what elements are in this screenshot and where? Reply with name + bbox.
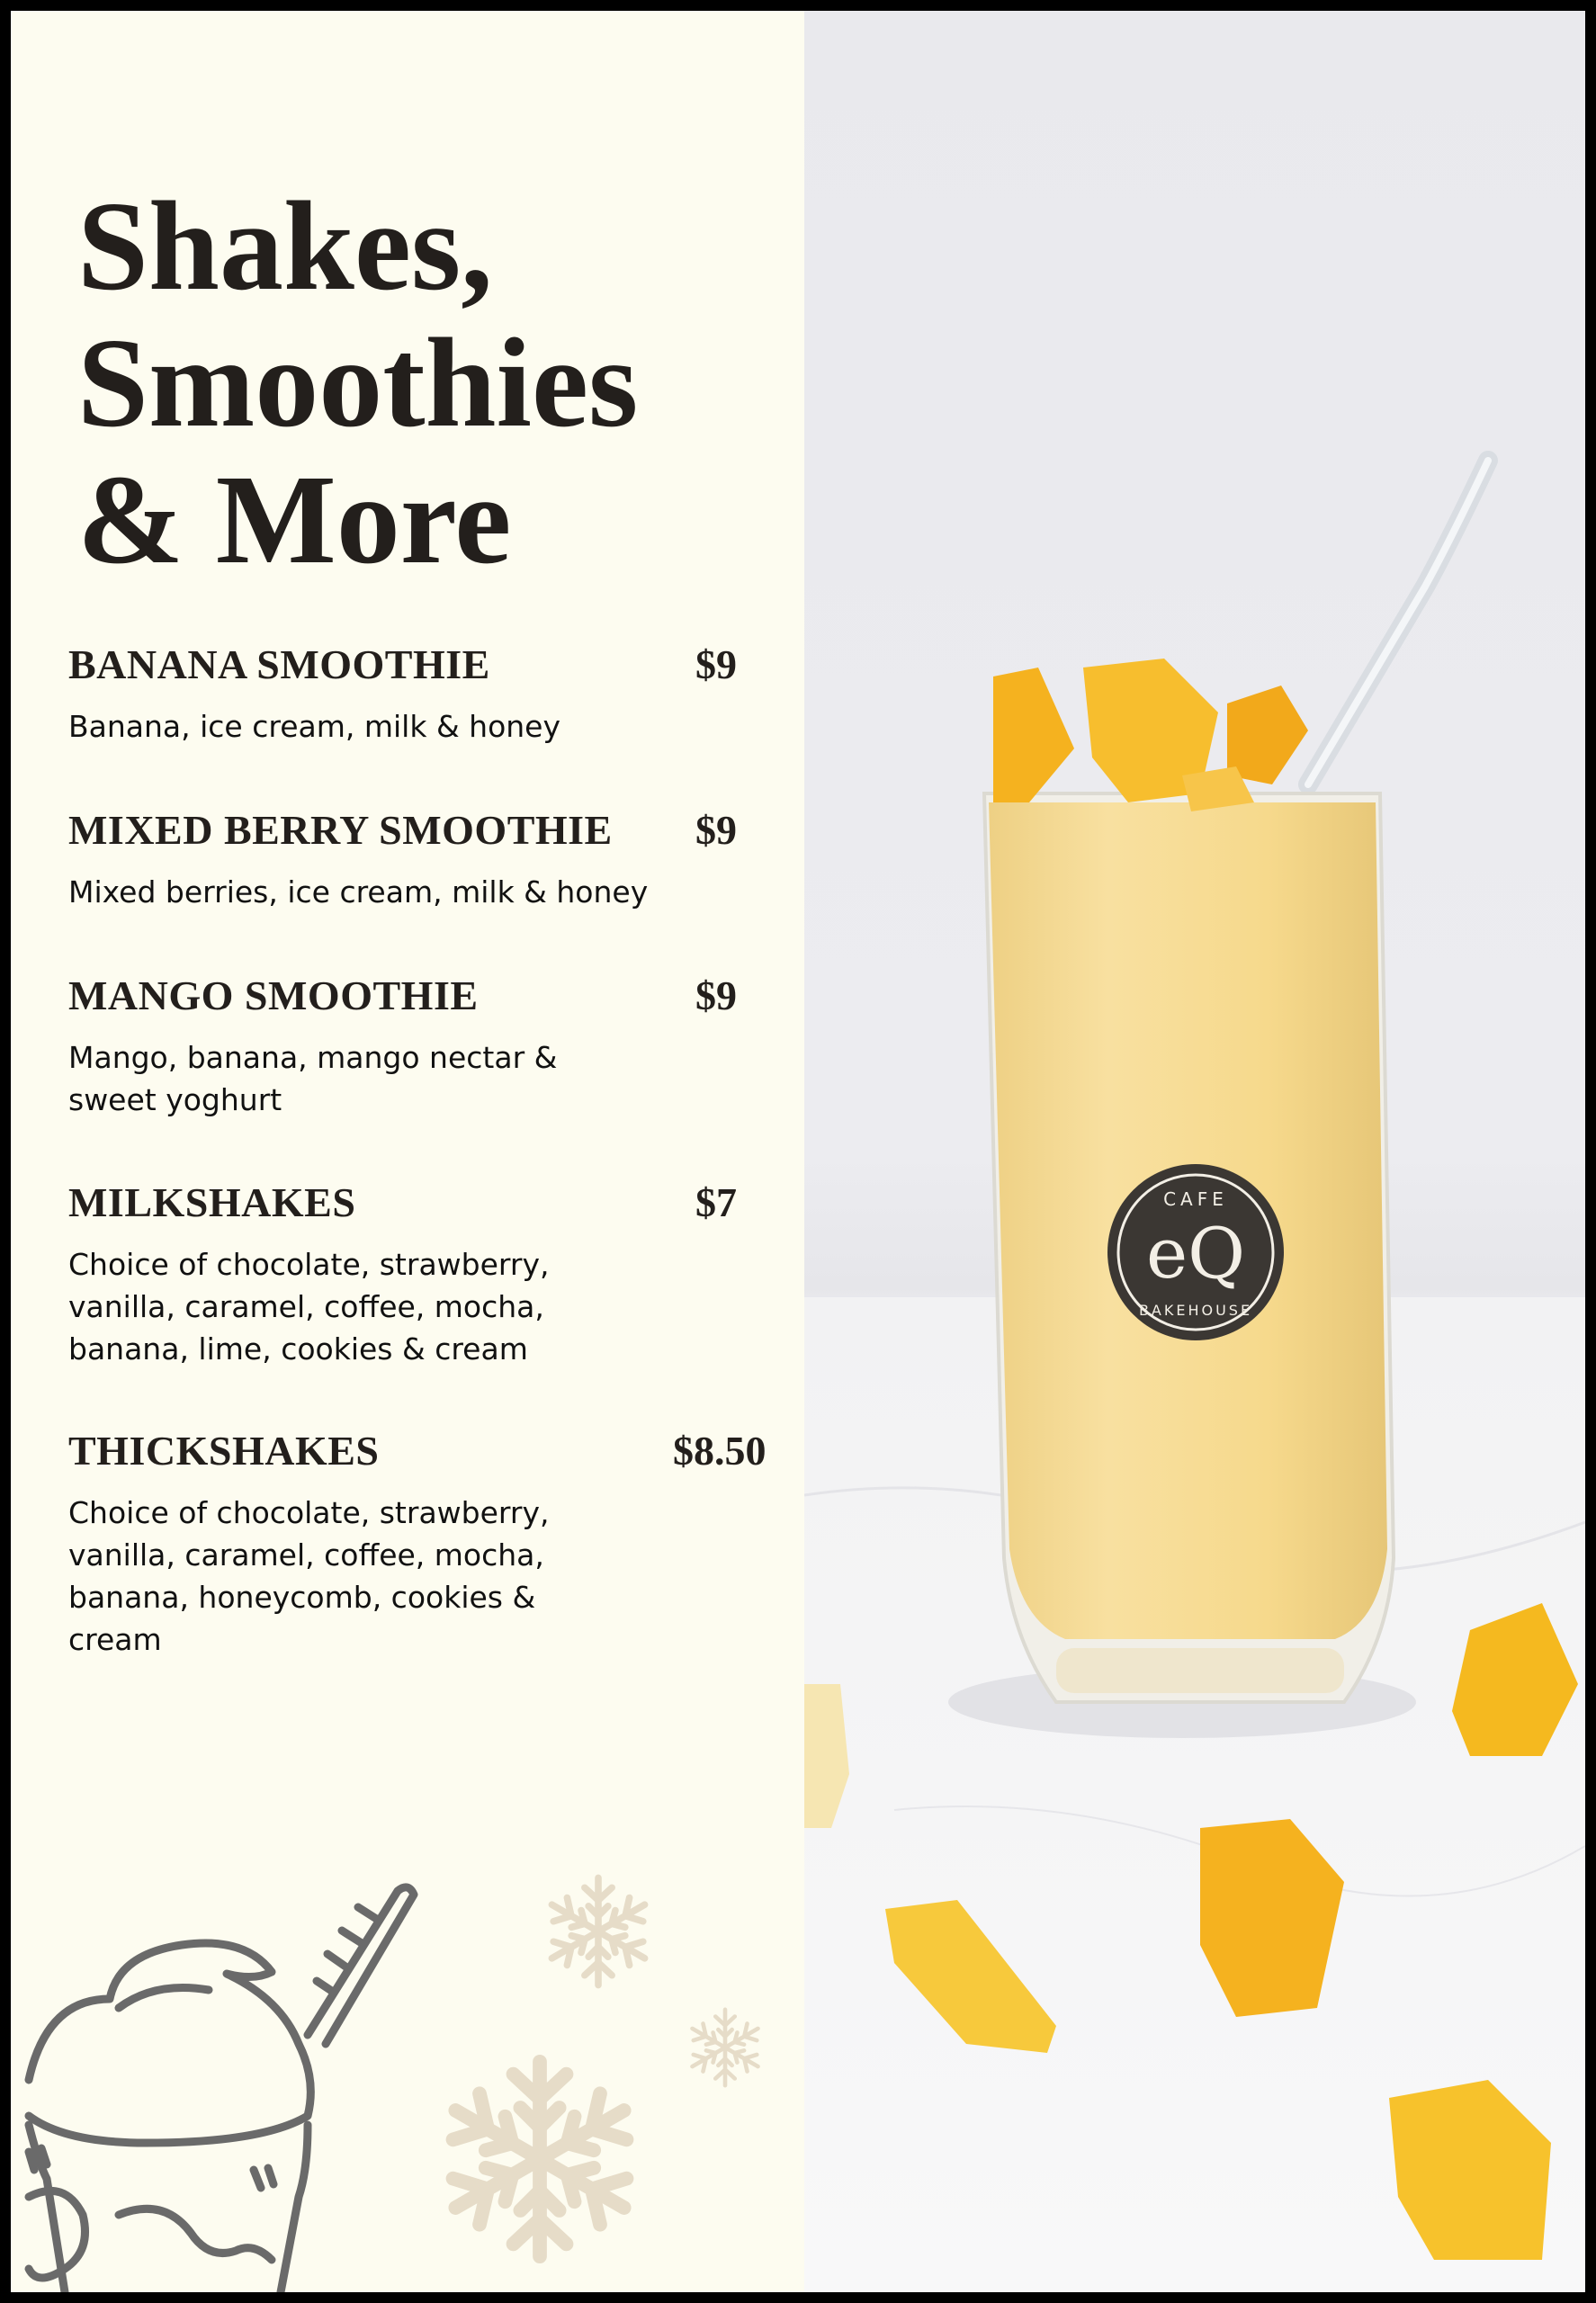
- item-name: MIXED BERRY SMOOTHIE: [68, 807, 613, 853]
- item-price: $7: [695, 1179, 737, 1225]
- item-price: $9: [695, 807, 737, 853]
- logo-main-text: eQ: [1145, 1214, 1246, 1295]
- smoothie-photo-illustration: [804, 11, 1585, 2292]
- item-name: MANGO SMOOTHIE: [68, 972, 479, 1018]
- title-line-3: & More: [77, 448, 512, 590]
- menu-title: [77, 175, 639, 590]
- item-name: BANANA SMOOTHIE: [68, 641, 490, 687]
- item-description: Mixed berries, ice cream, milk & honey: [68, 874, 649, 910]
- item-price: $9: [695, 641, 737, 687]
- logo-cafe-text: CAFE: [1163, 1188, 1228, 1210]
- snowflake-large-icon: [434, 2053, 646, 2265]
- menu-item-milkshakes: [68, 1178, 779, 1370]
- title-line-2: Smoothies: [77, 311, 639, 453]
- item-description: Choice of chocolate, strawberry, vanilla, caramel, coffee, mocha, banana, lime, cookies & cream: [68, 1247, 550, 1367]
- smoothie-photo: [804, 11, 1585, 2292]
- item-price: $9: [695, 972, 737, 1018]
- item-price: $8.50: [673, 1428, 767, 1474]
- menu-panel: [11, 11, 804, 2292]
- menu-item-banana-smoothie: [68, 641, 779, 748]
- title-line-1: Shakes,: [77, 175, 493, 317]
- snowflake-small-icon: [540, 1873, 657, 1990]
- item-name: THICKSHAKES: [68, 1428, 380, 1474]
- item-description: Choice of chocolate, strawberry, vanilla, caramel, coffee, mocha, banana, honeycomb, cookies & cream: [68, 1495, 550, 1657]
- item-name: MILKSHAKES: [68, 1179, 356, 1225]
- menu-item-mango-smoothie: [68, 972, 779, 1121]
- item-description: Mango, banana, mango nectar & sweet yoghurt: [68, 1040, 558, 1117]
- item-description: Banana, ice cream, milk & honey: [68, 709, 561, 744]
- snowflake-tiny-icon: [684, 2006, 767, 2089]
- menu-item-mixed-berry-smoothie: [68, 806, 779, 913]
- logo-bakehouse-text: BAKEHOUSE: [1138, 1302, 1253, 1319]
- milkshake-doodle-icon: [11, 1873, 434, 2292]
- menu-page: [11, 11, 1585, 2292]
- menu-item-thickshakes: [68, 1427, 779, 1661]
